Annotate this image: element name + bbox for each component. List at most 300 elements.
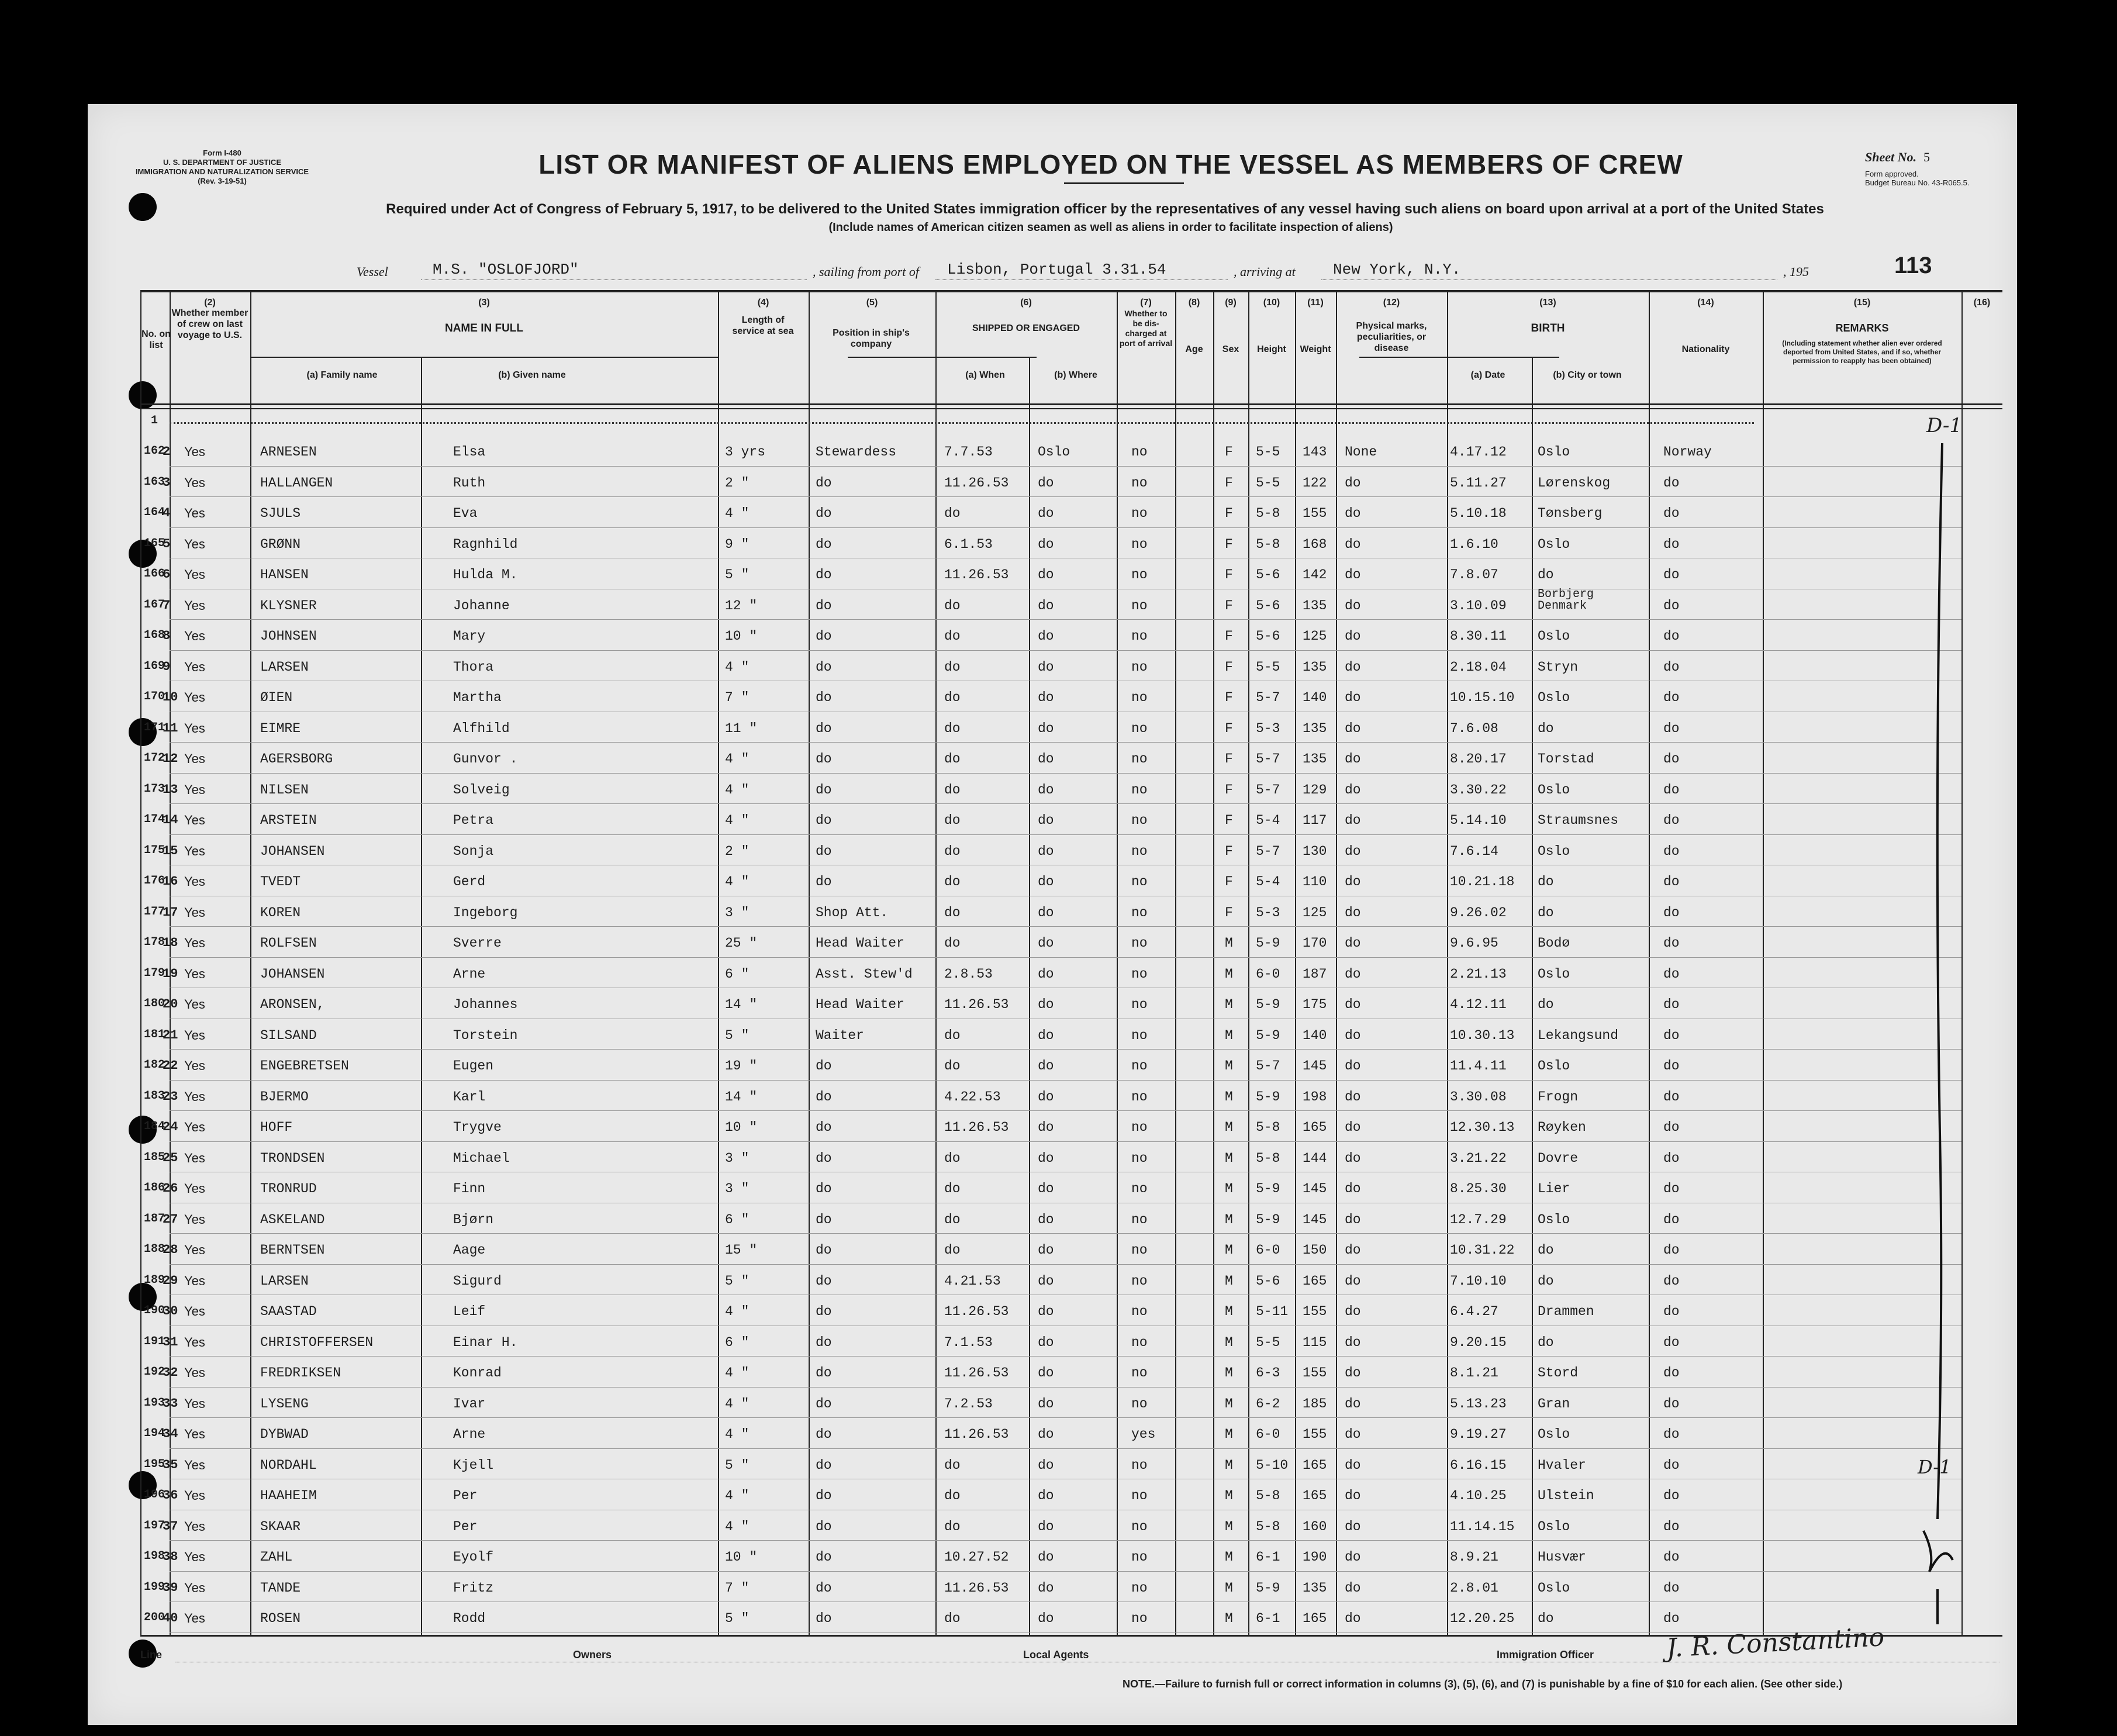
discharge-status: no (1131, 690, 1148, 705)
shipped-where: do (1038, 1580, 1054, 1596)
discharge-status: yes (1131, 1427, 1156, 1442)
birth-city: Torstad (1538, 751, 1594, 767)
footer-line-label: Line (140, 1649, 163, 1661)
shipped-where: do (1038, 1304, 1054, 1319)
height: 5-9 (1256, 1089, 1280, 1105)
shipped-when: do (944, 1518, 961, 1534)
discharge-status: no (1131, 1120, 1148, 1135)
col-num-16: (16) (1973, 298, 1991, 308)
service-length: 5 " (725, 1027, 750, 1043)
sex: M (1225, 1488, 1233, 1503)
position: do (816, 1304, 832, 1319)
list-number: 31 (163, 1334, 178, 1350)
seq-number: 167 (144, 598, 165, 612)
discharge-status: no (1131, 1181, 1148, 1196)
position: Head Waiter (816, 997, 904, 1012)
family-name: LYSENG (260, 1396, 309, 1411)
weight: 135 (1303, 720, 1327, 736)
position: do (816, 843, 832, 859)
height: 6-2 (1256, 1396, 1280, 1411)
crew-status: Yes (184, 567, 205, 582)
table-row (88, 1573, 2017, 1604)
table-row (88, 683, 2017, 714)
crew-status: Yes (184, 506, 205, 520)
birth-date: 8.30.11 (1450, 629, 1507, 644)
birth-city: Straumsnes (1538, 813, 1619, 828)
sex: M (1225, 936, 1233, 951)
table-row (88, 653, 2017, 684)
height: 6-0 (1256, 1243, 1280, 1258)
height: 5-3 (1256, 720, 1280, 736)
given-name: Gerd (453, 874, 486, 889)
crew-status: Yes (184, 1181, 205, 1196)
seq-number: 191 (144, 1334, 165, 1348)
table-row (88, 587, 2017, 622)
position: do (816, 782, 832, 798)
weight: 165 (1303, 1120, 1327, 1135)
shipped-where: do (1038, 1243, 1054, 1258)
height: 5-9 (1256, 1181, 1280, 1196)
col-num-2: (2) (204, 298, 216, 308)
seq-number: 181 (144, 1027, 165, 1041)
nationality: Norway (1663, 444, 1712, 460)
discharge-status: no (1131, 1058, 1148, 1074)
position: do (816, 1089, 832, 1105)
seq-number: 171 (144, 720, 165, 734)
given-name: Alfhild (453, 720, 510, 736)
shipped-where: do (1038, 1488, 1054, 1503)
height: 5-5 (1256, 475, 1280, 491)
family-name: ØIEN (260, 690, 293, 705)
col-header-no: No. on list (141, 329, 171, 350)
position: do (816, 1611, 832, 1626)
sex: M (1225, 1611, 1233, 1626)
birth-city: do (1538, 567, 1554, 582)
sex: F (1225, 843, 1233, 859)
service-length: 9 " (725, 536, 750, 552)
col-header-marks: Physical marks, peculiarities, or disease (1356, 321, 1427, 353)
table-row (88, 530, 2017, 561)
shipped-where: do (1038, 1273, 1054, 1289)
discharge-status: no (1131, 905, 1148, 920)
shipped-where: do (1038, 936, 1054, 951)
sex: M (1225, 1457, 1233, 1473)
physical-marks: do (1345, 905, 1361, 920)
height: 5-7 (1256, 1058, 1280, 1074)
shipped-where: do (1038, 598, 1054, 613)
birth-city: do (1538, 997, 1554, 1012)
given-name: Fritz (453, 1580, 494, 1596)
shipped-when: 2.8.53 (944, 966, 993, 982)
weight: 129 (1303, 782, 1327, 798)
birth-date: 7.10.10 (1450, 1273, 1507, 1289)
given-name: Eva (453, 506, 478, 521)
given-name: Sonja (453, 843, 494, 859)
discharge-status: no (1131, 1273, 1148, 1289)
discharge-status: no (1131, 1457, 1148, 1473)
crew-status: Yes (184, 997, 205, 1012)
weight: 144 (1303, 1150, 1327, 1166)
service-length: 15 " (725, 1243, 758, 1258)
seq-number: 168 (144, 629, 165, 642)
service-length: 4 " (725, 751, 750, 767)
given-name: Solveig (453, 782, 510, 798)
nationality: do (1663, 598, 1680, 613)
family-name: AGERSBORG (260, 751, 333, 767)
shipped-when: do (944, 720, 961, 736)
family-name: ARNESEN (260, 444, 317, 460)
given-name: Johannes (453, 997, 518, 1012)
col-header-sex: Sex (1222, 344, 1239, 354)
crew-status: Yes (184, 1488, 205, 1503)
service-length: 14 " (725, 1089, 758, 1105)
col-header-nationality: Nationality (1681, 344, 1730, 354)
position: do (816, 1488, 832, 1503)
inspector-mark-mid: D-1 (1918, 1456, 1952, 1478)
physical-marks: do (1345, 1120, 1361, 1135)
weight: 142 (1303, 567, 1327, 582)
sex: F (1225, 629, 1233, 644)
nationality: do (1663, 1518, 1680, 1534)
discharge-status: no (1131, 475, 1148, 491)
physical-marks: do (1345, 690, 1361, 705)
height: 5-6 (1256, 598, 1280, 613)
nationality: do (1663, 751, 1680, 767)
page-title: LIST OR MANIFEST OF ALIENS EMPLOYED ON THE VESSEL AS MEMBERS OF CREW (538, 149, 1683, 180)
sex: M (1225, 1580, 1233, 1596)
family-name: NORDAHL (260, 1457, 317, 1473)
position: do (816, 629, 832, 644)
birth-date: 4.17.12 (1450, 444, 1507, 460)
shipped-when: 4.22.53 (944, 1089, 1001, 1105)
birth-city: Tønsberg (1538, 506, 1603, 521)
seq-number: 169 (144, 659, 165, 673)
shipped-where: do (1038, 1120, 1054, 1135)
sailing-label: , sailing from port of (813, 264, 919, 279)
shipped-where: do (1038, 905, 1054, 920)
weight: 150 (1303, 1243, 1327, 1258)
weight: 140 (1303, 1027, 1327, 1043)
shipped-when: 7.2.53 (944, 1396, 993, 1411)
physical-marks: do (1345, 751, 1361, 767)
birth-city: Oslo (1538, 782, 1570, 798)
officer-signature: J. R. Constantino (1665, 1622, 1885, 1663)
weight: 165 (1303, 1611, 1327, 1626)
crew-status: Yes (184, 905, 205, 920)
sex: M (1225, 1396, 1233, 1411)
table-row (88, 929, 2017, 960)
service-length: 4 " (725, 782, 750, 798)
shipped-when: do (944, 1243, 961, 1258)
height: 5-9 (1256, 1212, 1280, 1227)
table-row (88, 1082, 2017, 1113)
col-num-15: (15) (1853, 298, 1871, 308)
footer-agents-label: Local Agents (1023, 1649, 1089, 1661)
position: do (816, 475, 832, 491)
nationality: do (1663, 536, 1680, 552)
service-length: 4 " (725, 813, 750, 828)
given-name: Gunvor . (453, 751, 518, 767)
list-number: 13 (163, 782, 178, 797)
seq-number: 193 (144, 1396, 165, 1410)
col-num-14: (14) (1697, 298, 1714, 308)
col-num-4: (4) (757, 298, 769, 308)
seq-number: 170 (144, 690, 165, 703)
crew-status: Yes (184, 1212, 205, 1227)
form-id-block (129, 149, 316, 186)
given-name: Sverre (453, 936, 502, 951)
service-length: 3 " (725, 1150, 750, 1166)
discharge-status: no (1131, 598, 1148, 613)
shipped-where: do (1038, 874, 1054, 889)
height: 5-9 (1256, 936, 1280, 951)
crew-status: Yes (184, 751, 205, 766)
position: do (816, 813, 832, 828)
crew-status: Yes (184, 1089, 205, 1104)
service-length: 3 " (725, 1181, 750, 1196)
height: 5-9 (1256, 997, 1280, 1012)
list-number: 7 (163, 598, 171, 613)
shipped-when: do (944, 813, 961, 828)
list-number: 35 (163, 1457, 178, 1472)
shipped-when: do (944, 506, 961, 521)
service-length: 6 " (725, 1212, 750, 1227)
sex: M (1225, 1365, 1233, 1380)
crew-status: Yes (184, 813, 205, 827)
physical-marks: do (1345, 1243, 1361, 1258)
discharge-status: no (1131, 1304, 1148, 1319)
shipped-when: do (944, 874, 961, 889)
family-name: CHRISTOFFERSEN (260, 1334, 374, 1350)
height: 5-9 (1256, 1027, 1280, 1043)
weight: 155 (1303, 506, 1327, 521)
nationality: do (1663, 1334, 1680, 1350)
sex: M (1225, 1549, 1233, 1565)
footer-note: NOTE.—Failure to furnish full or correct information in columns (3), (5), (6), and (7) is punishable by a fine of $10 for each alien. (See other side.) (1123, 1678, 1843, 1690)
seq-number: 190 (144, 1304, 165, 1317)
seq-number: 179 (144, 966, 165, 980)
vessel-line (357, 261, 1847, 282)
weight: 185 (1303, 1396, 1327, 1411)
height: 6-0 (1256, 1427, 1280, 1442)
shipped-when: do (944, 1150, 961, 1166)
shipped-when: do (944, 598, 961, 613)
list-number: 10 (163, 690, 178, 705)
service-length: 6 " (725, 1334, 750, 1350)
sheet-label: Sheet No. (1865, 150, 1916, 164)
shipped-where: do (1038, 1181, 1054, 1196)
list-number: 3 (163, 475, 171, 490)
service-length: 10 " (725, 1120, 758, 1135)
family-name: DYBWAD (260, 1427, 309, 1442)
crew-status: Yes (184, 1365, 205, 1380)
list-number: 15 (163, 843, 178, 858)
shipped-where: do (1038, 1457, 1054, 1473)
shipped-when: do (944, 936, 961, 951)
sex: F (1225, 567, 1233, 582)
given-name: Karl (453, 1089, 486, 1105)
nationality: do (1663, 1580, 1680, 1596)
height: 5-7 (1256, 782, 1280, 798)
col-header-when: (a) When (965, 370, 1005, 380)
family-name: ENGEBRETSEN (260, 1058, 349, 1074)
seq-number: 184 (144, 1120, 165, 1133)
service-length: 4 " (725, 1518, 750, 1534)
shipped-when: do (944, 905, 961, 920)
birth-date: 2.18.04 (1450, 659, 1507, 675)
seq-number: 178 (144, 936, 165, 949)
seq-number: 197 (144, 1518, 165, 1533)
nationality: do (1663, 629, 1680, 644)
service-length: 6 " (725, 966, 750, 982)
position: Stewardess (816, 444, 897, 460)
birth-city: do (1538, 1334, 1554, 1350)
shipped-where: do (1038, 475, 1054, 491)
physical-marks: do (1345, 874, 1361, 889)
nationality: do (1663, 1243, 1680, 1258)
height: 5-11 (1256, 1304, 1289, 1319)
birth-city: Lier (1538, 1181, 1570, 1196)
list-number: 27 (163, 1212, 178, 1227)
shipped-where: do (1038, 1549, 1054, 1565)
crew-status: Yes (184, 629, 205, 643)
sex: F (1225, 536, 1233, 552)
table-row (88, 1358, 2017, 1389)
position: do (816, 1457, 832, 1473)
weight: 135 (1303, 598, 1327, 613)
birth-date: 8.25.30 (1450, 1181, 1507, 1196)
shipped-where: do (1038, 567, 1054, 582)
crew-status: Yes (184, 1549, 205, 1564)
list-number: 21 (163, 1027, 178, 1043)
birth-date: 5.10.18 (1450, 506, 1507, 521)
footer-owners-label: Owners (573, 1649, 612, 1661)
service-length: 3 " (725, 905, 750, 920)
given-name: Hulda M. (453, 567, 518, 582)
birth-date: 9.6.95 (1450, 936, 1498, 951)
table-row (88, 1174, 2017, 1205)
family-name: SKAAR (260, 1518, 301, 1534)
sheet-number: 5 (1923, 150, 1930, 164)
physical-marks: do (1345, 1150, 1361, 1166)
nationality: do (1663, 567, 1680, 582)
physical-marks: do (1345, 629, 1361, 644)
discharge-status: no (1131, 1518, 1148, 1534)
crew-status: Yes (184, 475, 205, 490)
family-name: TANDE (260, 1580, 301, 1596)
position: do (816, 1150, 832, 1166)
crew-status: Yes (184, 1243, 205, 1257)
birth-date: 10.15.10 (1450, 690, 1515, 705)
birth-date: 4.10.25 (1450, 1488, 1507, 1503)
shipped-where: do (1038, 506, 1054, 521)
crew-status: Yes (184, 782, 205, 797)
list-number: 26 (163, 1181, 178, 1196)
shipped-when: do (944, 751, 961, 767)
nationality: do (1663, 1427, 1680, 1442)
col-num-10: (10) (1263, 298, 1280, 308)
seq-number: 180 (144, 997, 165, 1010)
birth-date: 8.1.21 (1450, 1365, 1498, 1380)
table-row (88, 1051, 2017, 1082)
given-name: Eyolf (453, 1549, 494, 1565)
family-name: ZAHL (260, 1549, 293, 1565)
nationality: do (1663, 506, 1680, 521)
birth-date: 5.14.10 (1450, 813, 1507, 828)
list-number: 38 (163, 1549, 178, 1564)
nationality: do (1663, 905, 1680, 920)
birth-date: 10.30.13 (1450, 1027, 1515, 1043)
discharge-status: no (1131, 1611, 1148, 1626)
shipped-when: do (944, 1488, 961, 1503)
table-row (88, 622, 2017, 653)
weight: 155 (1303, 1304, 1327, 1319)
shipped-where: do (1038, 720, 1054, 736)
service-length: 10 " (725, 629, 758, 644)
family-name: SILSAND (260, 1027, 317, 1043)
physical-marks: do (1345, 782, 1361, 798)
seq-number: 175 (144, 843, 165, 857)
family-name: KOREN (260, 905, 301, 920)
list-number: 36 (163, 1488, 178, 1503)
service-length: 4 " (725, 1396, 750, 1411)
shipped-when: 11.26.53 (944, 1120, 1009, 1135)
shipped-where: do (1038, 843, 1054, 859)
height: 5-8 (1256, 1150, 1280, 1166)
seq-number: 172 (144, 751, 165, 765)
col-header-age: Age (1185, 344, 1203, 354)
list-number: 30 (163, 1304, 178, 1319)
list-number: 40 (163, 1611, 178, 1625)
service-length: 5 " (725, 1273, 750, 1289)
crew-status: Yes (184, 444, 205, 459)
family-name: HALLANGEN (260, 475, 333, 491)
shipped-when: 10.27.52 (944, 1549, 1009, 1565)
height: 5-7 (1256, 751, 1280, 767)
col-header-weight: Weight (1300, 344, 1331, 354)
birth-date: 5.13.23 (1450, 1396, 1507, 1411)
birth-date: 12.30.13 (1450, 1120, 1515, 1135)
physical-marks: do (1345, 1334, 1361, 1350)
departure-port: Lisbon, Portugal 3.31.54 (947, 261, 1166, 278)
nationality: do (1663, 1611, 1680, 1626)
list-number: 2 (163, 444, 171, 459)
table-row (88, 714, 2017, 745)
birth-date: 1.6.10 (1450, 536, 1498, 552)
col-header-family: (a) Family name (306, 370, 378, 380)
col-num-3: (3) (478, 298, 490, 308)
shipped-where: do (1038, 629, 1054, 644)
service-length: 10 " (725, 1549, 758, 1565)
birth-date: 6.16.15 (1450, 1457, 1507, 1473)
col-header-birth: BIRTH (1531, 322, 1565, 334)
list-number: 5 (163, 536, 171, 551)
discharge-status: no (1131, 997, 1148, 1012)
given-name: Arne (453, 966, 486, 982)
list-number: 28 (163, 1243, 178, 1257)
birth-date: 11.4.11 (1450, 1058, 1507, 1074)
nationality: do (1663, 843, 1680, 859)
col-num-11: (11) (1307, 298, 1324, 308)
position: do (816, 1243, 832, 1258)
family-name: GRØNN (260, 536, 301, 552)
position: do (816, 1427, 832, 1442)
seq-number: 185 (144, 1150, 165, 1164)
table-row (88, 468, 2017, 499)
birth-date: 9.26.02 (1450, 905, 1507, 920)
table-row (88, 560, 2017, 591)
seq-number: 174 (144, 813, 165, 826)
